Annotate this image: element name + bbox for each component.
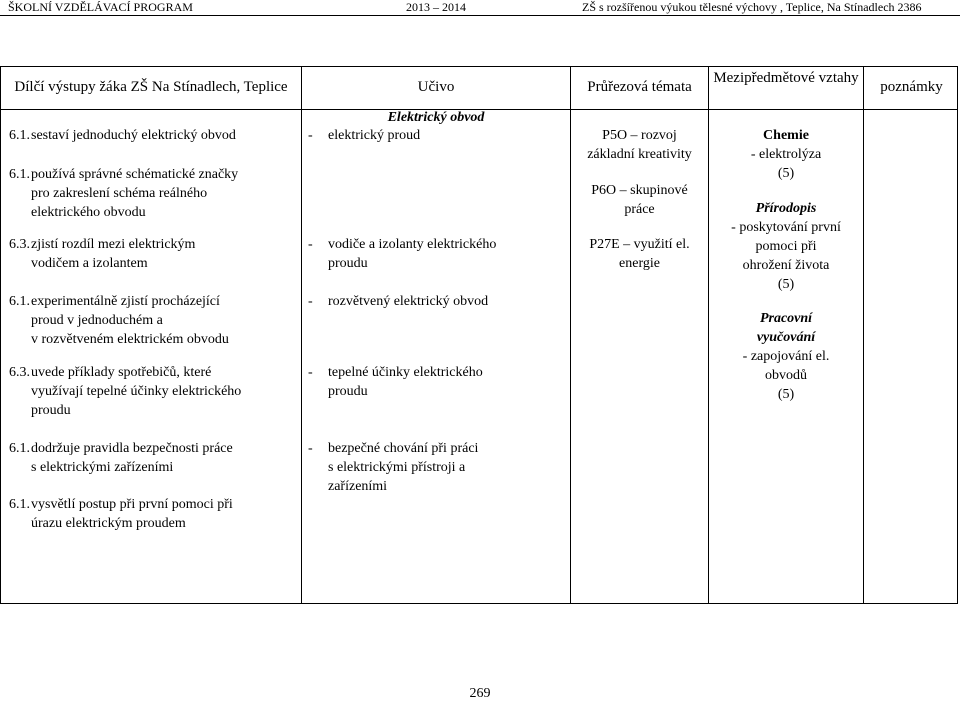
topic-title: Elektrický obvod [387,110,485,125]
header-years: 2013 – 2014 [406,0,466,14]
curriculum-item: - bezpečné chování při práci s elektrickými přístroji a zařízeními [308,441,479,494]
outcome-item: 6.3.uvede příklady spotřebičů, které využívají tepelné účinky elektrického proudu [9,365,242,418]
page-number: 269 [469,686,491,701]
curriculum-item: - rozvětvený elektrický obvod [308,294,489,309]
outcome-item: 6.1.sestaví jednoduchý elektrický obvod [9,128,236,143]
column-header-curriculum: Učivo [417,79,455,95]
curriculum-item: - tepelné účinky elektrického proudu [308,365,483,399]
header-school-program: ŠKOLNÍ VZDĚLÁVACÍ PROGRAM [8,0,193,14]
theme-item: P27E – využití el. energie [589,237,690,271]
curriculum-item: - vodiče a izolanty elektrického proudu [308,237,497,271]
column-header-outcomes: Dílčí výstupy žáka ZŠ Na Stínadlech, Teplice [14,79,288,95]
relation-prirodopis: Přírodopis - poskytování první pomoci při ohrožení života (5) [731,201,841,292]
header-rule [0,15,960,16]
theme-item: P6O – skupinové práce [591,183,688,217]
curriculum-table [0,66,958,604]
outcome-item: 6.1.experimentálně zjistí procházející proud v jednoduchém a v rozvětveném elektrickém obvodu [9,294,229,347]
outcome-item: 6.1.dodržuje pravidla bezpečnosti práce s elektrickými zařízeními [9,441,233,475]
column-header-relations: Mezipředmětové vztahy [713,70,859,86]
curriculum-item: - elektrický proud [308,128,421,143]
outcome-item: 6.1.vysvětlí postup při první pomoci při úrazu elektrickým proudem [9,497,233,531]
theme-item: P5O – rozvoj základní kreativity [587,128,692,162]
relation-chemie: Chemie - elektrolýza (5) [750,128,822,181]
outcome-item: 6.3.zjistí rozdíl mezi elektrickým vodičem a izolantem [9,237,196,271]
column-header-notes: poznámky [880,79,943,95]
relation-pracovni-vyucovani: Pracovní vyučování - zapojování el. obvodů (5) [742,311,830,402]
column-header-themes: Průřezová témata [587,79,692,95]
column-divider [863,67,864,603]
header-school-name: ZŠ s rozšířenou výukou tělesné výchovy , Teplice, Na Stínadlech 2386 [582,0,922,14]
outcome-item: 6.1.používá správné schématické značky pro zakreslení schéma reálného elektrického obvodu [9,167,239,220]
column-divider [301,67,302,603]
